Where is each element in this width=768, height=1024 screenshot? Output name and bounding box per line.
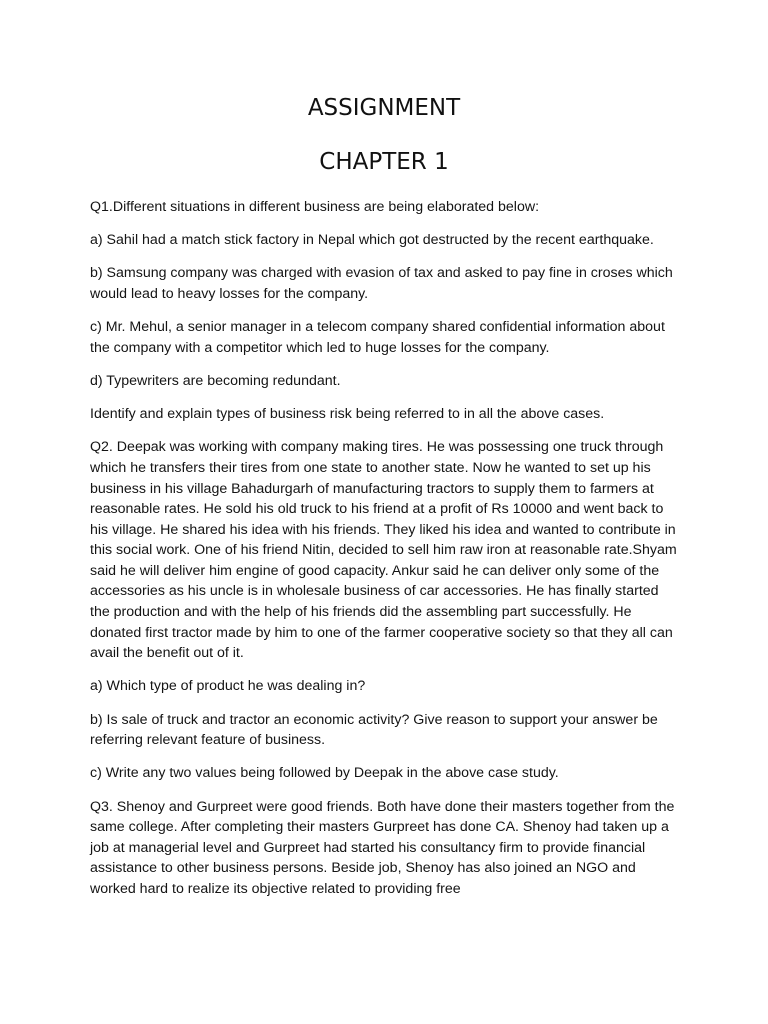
q1-case-c: c) Mr. Mehul, a senior manager in a telecom company shared confidential information about the company with a competitor which led to huge losses for the company. [90, 319, 665, 356]
q1-task: Identify and explain types of business risk being referred to in all the above cases. [90, 406, 605, 423]
assignment-title: ASSIGNMENT [307, 95, 461, 121]
q2-question-a: a) Which type of product he was dealing in? [90, 678, 366, 695]
q1-intro: Q1.Different situations in different business are being elaborated below: [90, 199, 540, 215]
document-body [90, 197, 677, 912]
q1-case-a: a) Sahil had a match stick factory in Nepal which got destructed by the recent earthquake. [90, 232, 654, 249]
chapter-heading: CHAPTER 1 [319, 149, 449, 175]
q1-case-b: b) Samsung company was charged with evasion of tax and asked to pay fine in croses which would lead to heavy losses for the company. [90, 265, 673, 302]
q1-case-d: d) Typewriters are becoming redundant. [90, 372, 341, 389]
q3-case-study: Q3. Shenoy and Gurpreet were good friends. Both have done their masters together from the same college. After completing their masters Gurpreet has done CA. Shenoy had taken up a job at managerial level and Gurpreet had started his consultancy firm to provide financial assistance to other business persons. Beside job, Shenoy has also joined an NGO and worked hard to realize its objective related to providing free [90, 798, 675, 897]
q2-question-b: b) Is sale of truck and tractor an economic activity? Give reason to support your answer be referring relevant feature of business. [90, 711, 658, 749]
q2-question-c: c) Write any two values being followed by Deepak in the above case study. [90, 765, 559, 782]
q2-case-study: Q2. Deepak was working with company making tires. He was possessing one truck through which he transfers their tires from one state to another state. Now he wanted to set up his business in his village Bahadurgarh of manufacturing tractors to supply them to farmers at reasonable rates. He sold his old truck to his friend at a profit of Rs 10000 and went back to his village. He shared his idea with his friends. They liked his idea and wanted to contribute in this social work. One of his friend Nitin, decided to sell him raw iron at reasonable rate.Shyam said he will deliver him engine of good capacity. Ankur said he can deliver only some of the accessories as his uncle is in wholesale business of car accessories. He has finally started the production and with the help of his friends did the assembling part successfully. He donated first tractor made by him to one of the farmer cooperative society so that they all can avail the benefit out of it. [90, 439, 677, 662]
